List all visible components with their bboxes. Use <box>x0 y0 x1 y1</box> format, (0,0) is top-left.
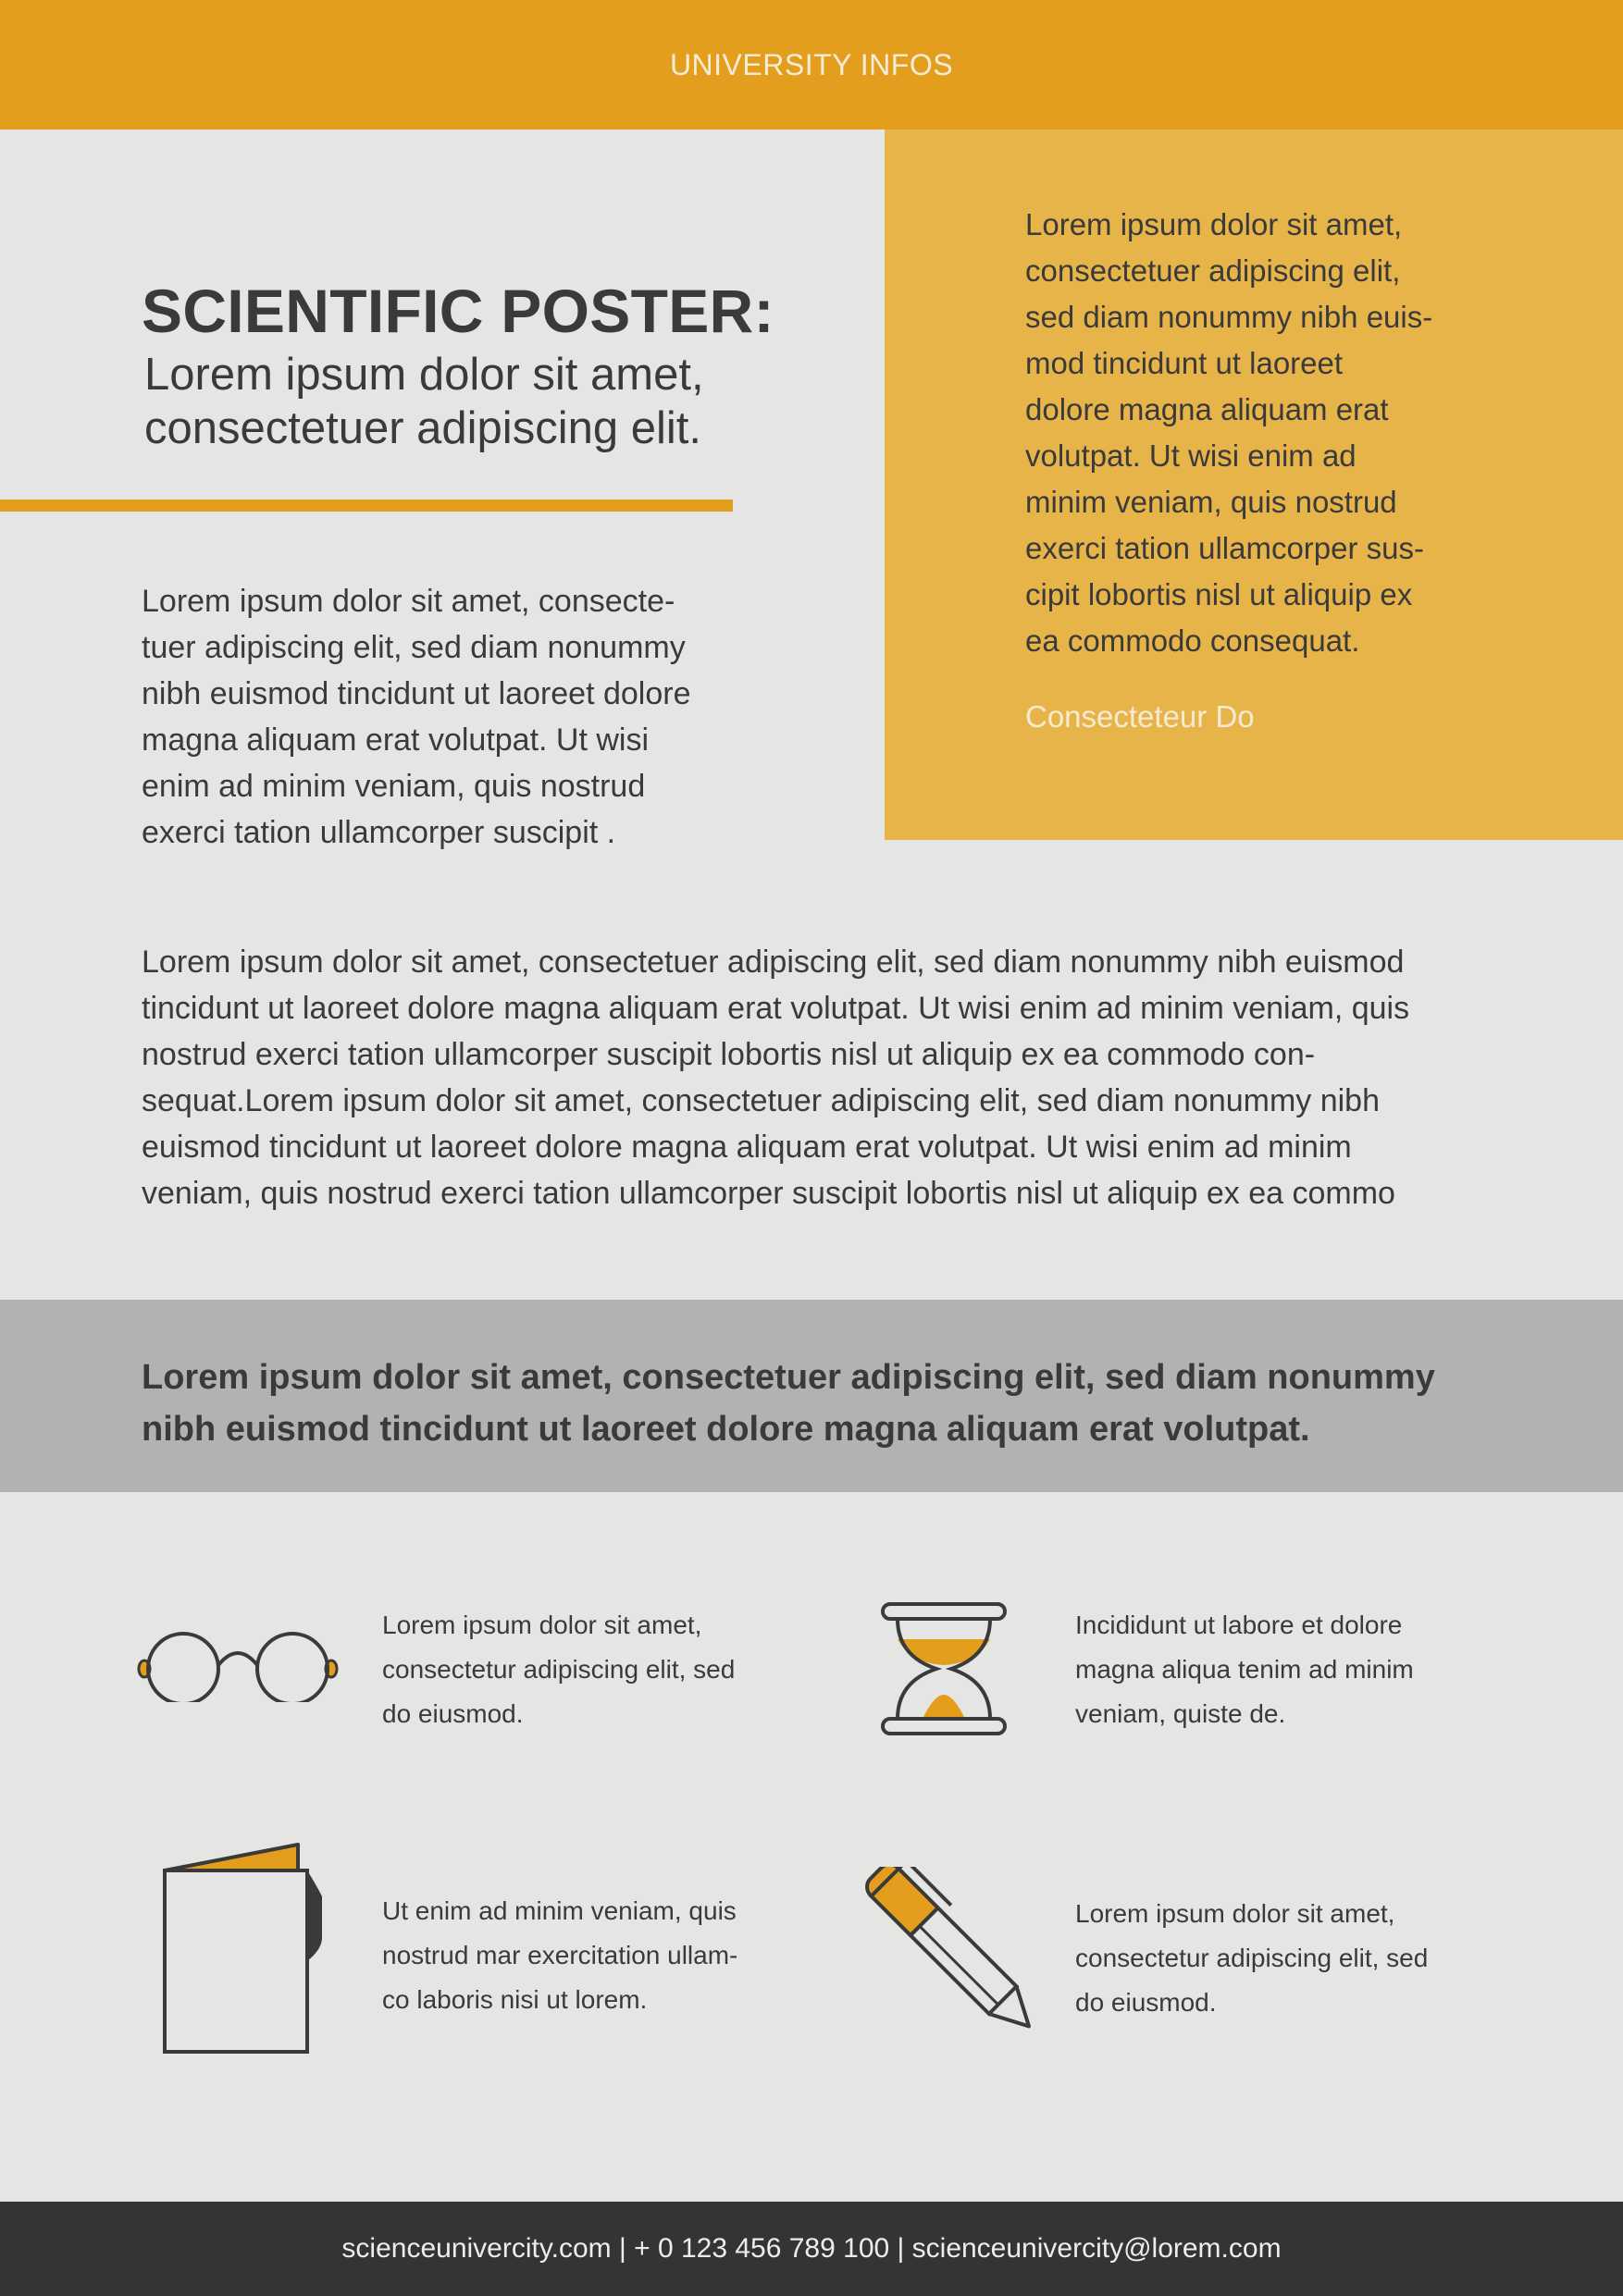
header-title: UNIVERSITY INFOS <box>669 47 954 81</box>
glasses-icon <box>137 1619 339 1702</box>
highlight-text: Lorem ipsum dolor sit amet, consectetuer adipiscing elit, sed diam nonummy nibh euismod tincidunt ut laoreet dolore magna aliquam erat volutpat. <box>142 1358 1435 1449</box>
booklet-icon <box>159 1841 326 2063</box>
poster-subtitle: Lorem ipsum dolor sit amet, consectetuer adipiscing elit. <box>144 350 704 453</box>
feature-text-1: Lorem ipsum dolor sit amet, consectetur adipiscing elit, sed do eiusmod. <box>382 1611 736 1728</box>
title-divider <box>0 500 733 512</box>
hourglass-icon <box>877 1599 1010 1739</box>
intro-paragraph: Lorem ipsum dolor sit amet, consecte- tuer adipiscing elit, sed diam nonummy nibh euismod tincidunt ut laoreet dolore magna aliquam erat volutpat. Ut wisi enim ad minim veniam, quis nostrud exerci tation ullamcorper suscipit . <box>142 584 691 850</box>
side-panel-author: Consecteteur Do <box>1025 699 1255 734</box>
footer-contact: scienceunivercity.com | + 0 123 456 789 100 | scienceunivercity@lorem.com <box>341 2233 1282 2264</box>
poster-title: SCIENTIFIC POSTER: <box>142 277 774 345</box>
header-bar <box>0 0 1623 130</box>
feature-text-3: Ut enim ad minim veniam, quis nostrud mar exercitation ullam- co laboris nisi ut lorem. <box>382 1896 738 2014</box>
footer-bar <box>0 2202 1623 2296</box>
body-paragraph: Lorem ipsum dolor sit amet, consectetuer adipiscing elit, sed diam nonummy nibh euismod tincidunt ut laoreet dolore magna aliquam erat volutpat. Ut wisi enim ad minim veniam, quis nostrud exerci tation ullamcorper suscipit lobortis nisl ut aliquip ex ea commodo con- sequat.Lorem ipsum dolor sit amet, consectetuer adipiscing elit, sed diam nonummy nibh euismod tincidunt ut laoreet dolore magna aliquam erat volutpat. Ut wisi enim ad minim veniam, quis nostrud exerci tation ullamcorper suscipit lobortis nisl ut aliquip ex ea commo <box>142 944 1410 1211</box>
feature-text-2: Incididunt ut labore et dolore magna aliqua tenim ad minim veniam, quiste de. <box>1075 1611 1414 1728</box>
pen-icon <box>851 1867 1046 2054</box>
side-panel-text: Lorem ipsum dolor sit amet, consectetuer adipiscing elit, sed diam nonummy nibh euis- mod tincidunt ut laoreet dolore magna aliquam erat volutpat. Ut wisi enim ad minim veniam, quis nostrud exerci tation ullamcorper sus- cipit lobortis nisl ut aliquip ex ea commodo consequat. <box>1025 207 1433 658</box>
feature-text-4: Lorem ipsum dolor sit amet, consectetur adipiscing elit, sed do eiusmod. <box>1075 1899 1429 2017</box>
